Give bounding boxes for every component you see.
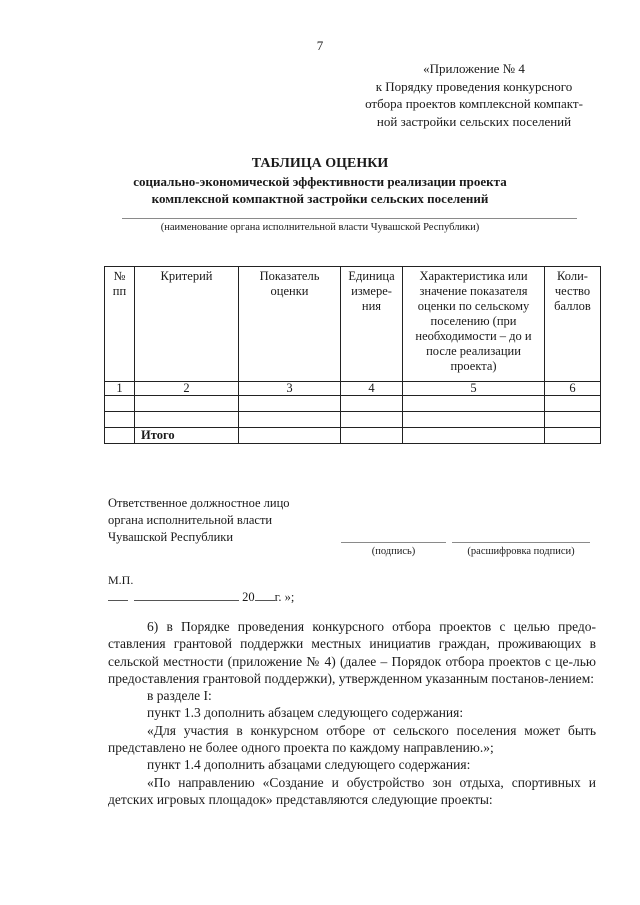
org-name-caption: (наименование органа исполнительной власти Чувашской Республики) xyxy=(160,222,480,233)
date-day-blank xyxy=(108,588,128,601)
appendix-line: ной застройки сельских поселений xyxy=(376,113,572,129)
date-year-blank xyxy=(255,588,275,601)
table-cell xyxy=(341,428,403,444)
body-paragraph: «Для участия в конкурсном отборе от сельского поселения может быть представлено не более одного проекта по каждому направлению.»; xyxy=(108,722,596,756)
org-name-blank-line xyxy=(122,218,577,219)
title-subtitle-line: комплексной компактной застройки сельских поселений xyxy=(151,191,489,206)
table-cell xyxy=(239,428,341,444)
body-paragraph: в разделе I: xyxy=(147,688,212,704)
header-criterion: Критерий xyxy=(135,267,239,382)
signature-decode-blank-line xyxy=(452,542,590,543)
signature-blank-line xyxy=(341,542,446,543)
stamp-label: М.П. xyxy=(108,573,134,587)
column-number: 4 xyxy=(341,382,403,396)
signature-label-line: Чувашской Республики xyxy=(108,530,234,544)
header-characteristic: Характеристика или значение показателя оценки по сельскому поселению (при необходимости – до и после реализации проекта) xyxy=(403,267,545,382)
table-cell xyxy=(239,396,341,412)
table-cell xyxy=(341,412,403,428)
table-cell xyxy=(545,412,601,428)
table-header-row xyxy=(105,267,601,382)
appendix-line: к Порядку проведения конкурсного xyxy=(375,78,573,94)
body-paragraph: пункт 1.4 дополнить абзацами следующего содержания: xyxy=(147,757,471,773)
table-cell xyxy=(105,396,135,412)
column-number: 3 xyxy=(239,382,341,396)
table-cell xyxy=(105,428,135,444)
date-suffix: г. »; xyxy=(274,590,295,604)
page-number: 7 xyxy=(316,38,324,53)
table-cell xyxy=(135,412,239,428)
evaluation-table xyxy=(104,266,601,444)
title-main: ТАБЛИЦА ОЦЕНКИ xyxy=(251,156,389,171)
title-subtitle-line: социально-экономической эффективности реализации проекта xyxy=(133,174,507,189)
table-row xyxy=(105,412,601,428)
body-paragraph: 6) в Порядке проведения конкурсного отбора проектов с целью предо-ставления грантовой поддержки местных инициатив граждан, проживающих в сельской местности (приложение № 4) (далее – Порядок отбора проектов с це-лью предоставления грантовой поддержки), утвержденном указанным постанов-лением: xyxy=(108,619,596,686)
appendix-line: «Приложение № 4 xyxy=(423,61,525,76)
body-text xyxy=(108,618,596,808)
signature-label-line: Ответственное должностное лицо xyxy=(108,496,290,510)
table-cell xyxy=(403,428,545,444)
table-cell xyxy=(135,396,239,412)
appendix-header xyxy=(352,60,596,130)
signature-label-line: органа исполнительной власти xyxy=(108,513,273,527)
table-cell xyxy=(403,412,545,428)
table-cell xyxy=(545,396,601,412)
date-line xyxy=(108,588,294,605)
column-number: 1 xyxy=(105,382,135,396)
header-number: № пп xyxy=(105,267,135,382)
date-month-blank xyxy=(134,588,239,601)
table-cell xyxy=(403,396,545,412)
total-label: Итого xyxy=(135,428,239,444)
table-cell xyxy=(105,412,135,428)
table-column-number-row xyxy=(105,382,601,396)
responsible-official-label xyxy=(108,495,348,546)
table-total-row xyxy=(105,428,601,444)
date-year-prefix: 20 xyxy=(242,590,255,604)
column-number: 2 xyxy=(135,382,239,396)
header-points: Коли-чество баллов xyxy=(545,267,601,382)
table-row xyxy=(105,396,601,412)
body-paragraph: пункт 1.3 дополнить абзацем следующего содержания: xyxy=(147,705,464,721)
column-number: 6 xyxy=(545,382,601,396)
body-paragraph: «По направлению «Создание и обустройство зон отдыха, спортивных и детских игровых площадок» представляются следующие проекты: xyxy=(108,774,596,807)
appendix-line: отбора проектов комплексной компакт- xyxy=(365,96,583,111)
table-cell xyxy=(545,428,601,444)
table-cell xyxy=(239,412,341,428)
column-number: 5 xyxy=(403,382,545,396)
header-indicator: Показатель оценки xyxy=(239,267,341,382)
signature-caption: (подпись) xyxy=(371,546,416,557)
table-cell xyxy=(341,396,403,412)
document-title xyxy=(100,155,540,207)
signature-decode-caption: (расшифровка подписи) xyxy=(467,546,575,557)
header-unit: Единица измере-ния xyxy=(341,267,403,382)
